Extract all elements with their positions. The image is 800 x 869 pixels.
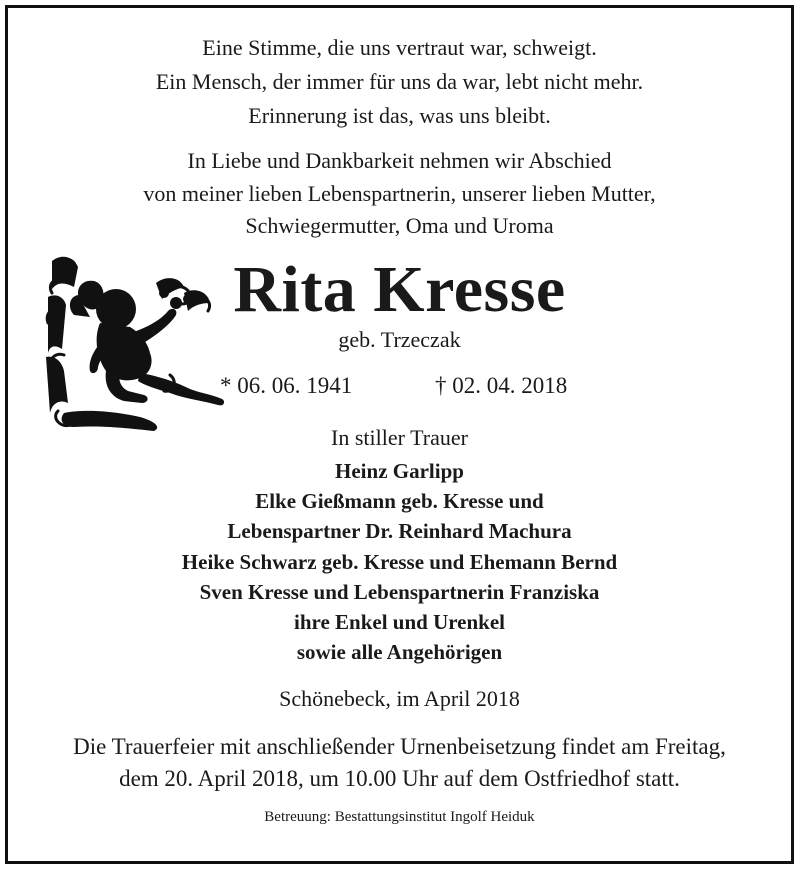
mourners-heading: In stiller Trauer bbox=[331, 425, 468, 450]
obituary-notice bbox=[5, 5, 794, 864]
birth-date: * 06. 06. 1941 bbox=[220, 373, 353, 398]
verse-line-3: Erinnerung ist das, was uns bleibt. bbox=[248, 103, 551, 128]
mourner-line: sowie alle Angehörigen bbox=[296, 640, 503, 664]
service-line-2: dem 20. April 2018, um 10.00 Uhr auf dem Ostfriedhof statt. bbox=[119, 766, 680, 791]
deceased-name: Rita Kresse bbox=[233, 253, 566, 326]
mourner-line: Lebenspartner Dr. Reinhard Machura bbox=[227, 519, 572, 543]
mourner-line: Sven Kresse und Lebenspartnerin Franziska bbox=[199, 580, 600, 604]
mourner-line: Elke Gießmann geb. Kresse und bbox=[255, 489, 544, 513]
intro-line-1: In Liebe und Dankbarkeit nehmen wir Abschied bbox=[187, 148, 612, 173]
intro-line-2: von meiner lieben Lebenspartnerin, unserer lieben Mutter, bbox=[143, 181, 656, 206]
funeral-home-credit: Betreuung: Bestattungsinstitut Ingolf Heiduk bbox=[264, 809, 535, 825]
verse-line-1: Eine Stimme, die uns vertraut war, schweigt. bbox=[202, 35, 597, 60]
maiden-name: geb. Trzeczak bbox=[338, 327, 461, 352]
service-line-1: Die Trauerfeier mit anschließender Urnenbeisetzung findet am Freitag, bbox=[73, 734, 726, 759]
mourner-line: ihre Enkel und Urenkel bbox=[293, 610, 506, 634]
verse-line-2: Ein Mensch, der immer für uns da war, lebt nicht mehr. bbox=[155, 69, 644, 94]
place-date: Schönebeck, im April 2018 bbox=[279, 686, 520, 711]
death-date: † 02. 04. 2018 bbox=[435, 373, 568, 398]
mourner-line: Heinz Garlipp bbox=[335, 459, 464, 483]
mourner-line: Heike Schwarz geb. Kresse und Ehemann Bernd bbox=[181, 550, 618, 574]
intro-line-3: Schwiegermutter, Oma und Uroma bbox=[245, 213, 554, 238]
